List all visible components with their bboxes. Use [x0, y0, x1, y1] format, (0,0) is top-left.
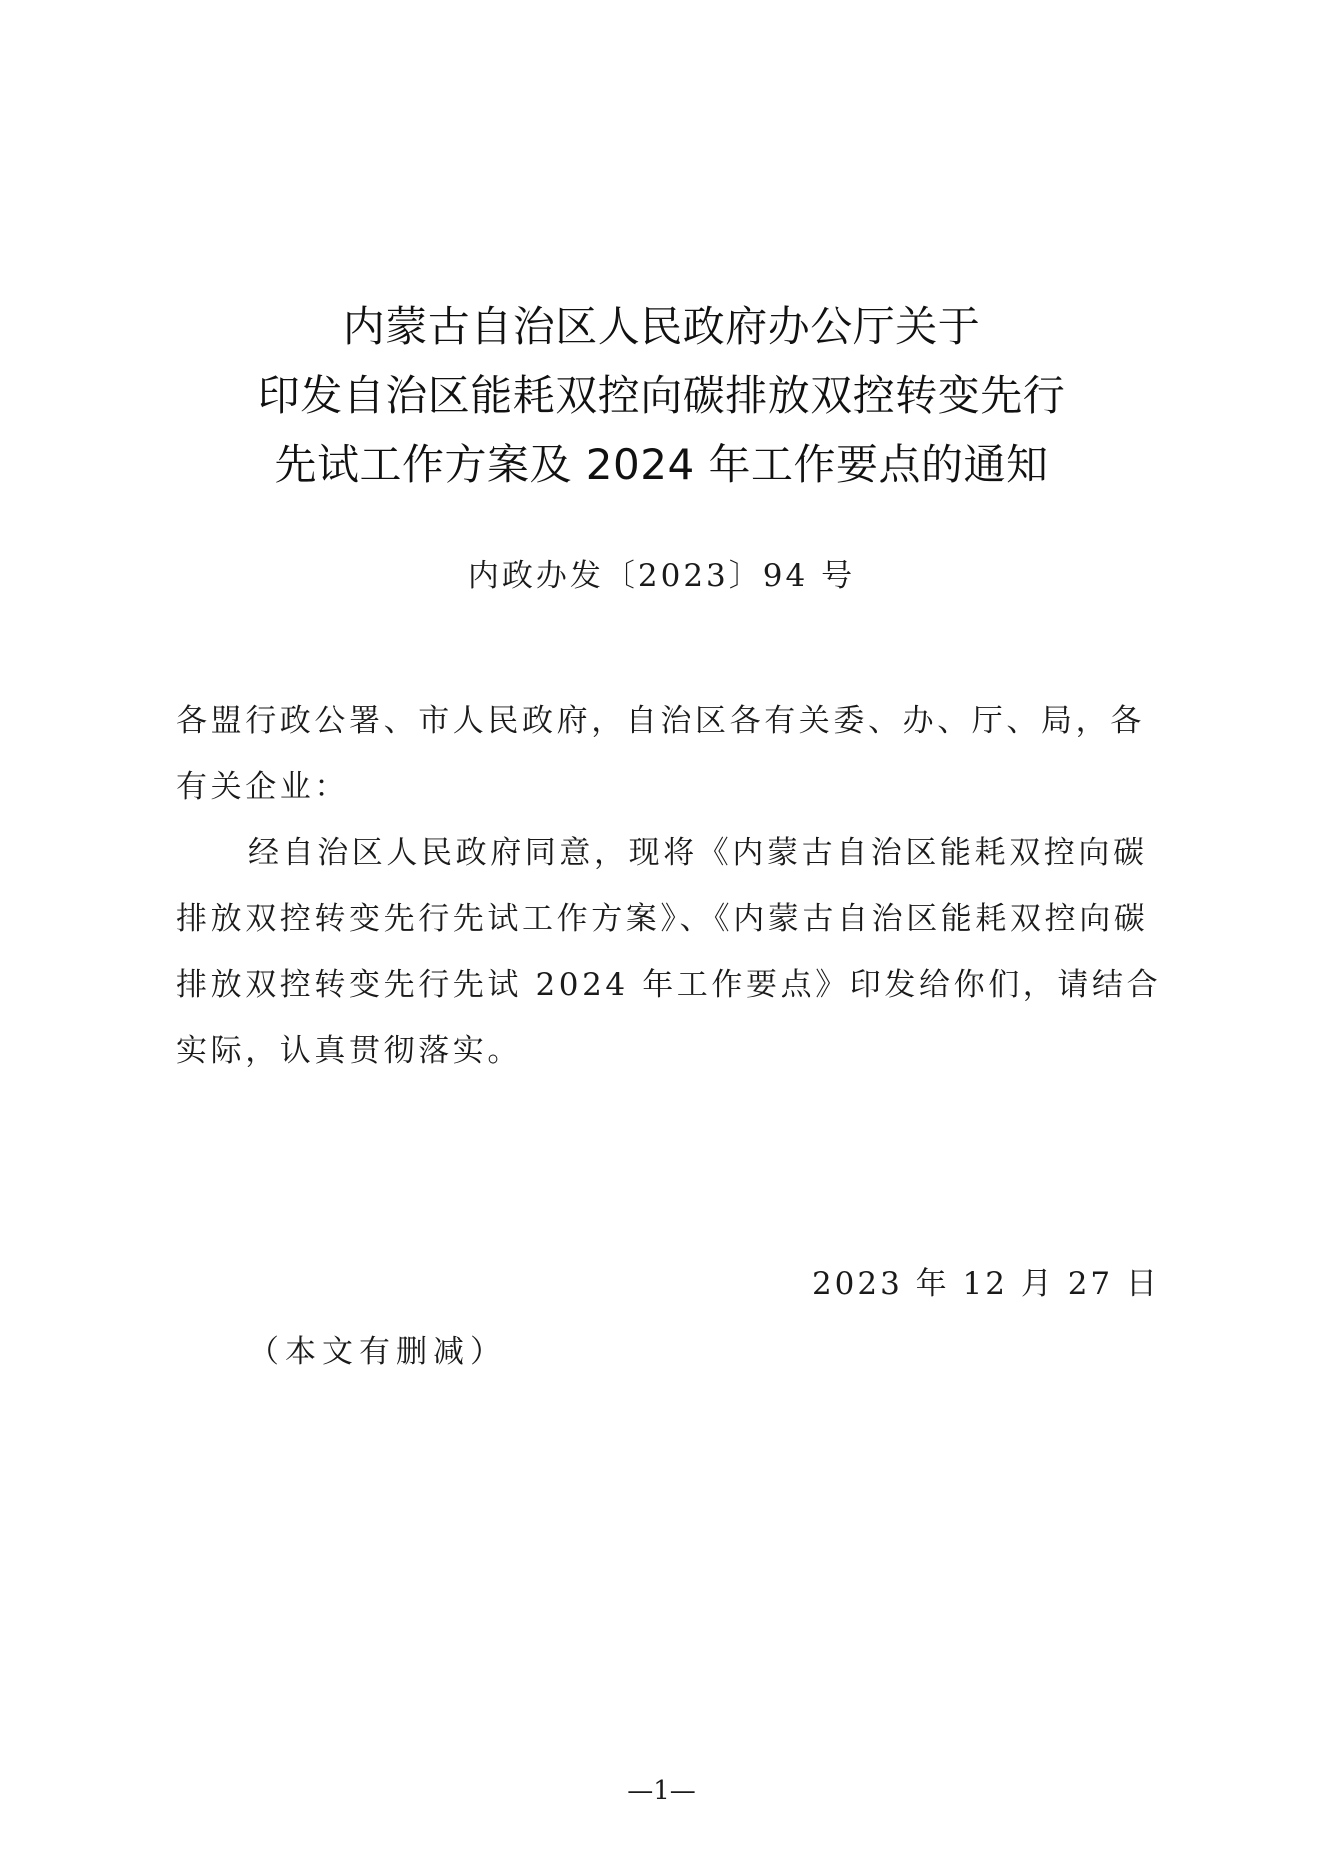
title-line-2: 印发自治区能耗双控向碳排放双控转变先行	[257, 371, 1066, 420]
document-body	[176, 688, 1161, 1084]
body-line-paragraph-3: 排放双控转变先行先试 2024 年工作要点》印发给你们，请结合	[176, 967, 1162, 1003]
page-number: —1—	[627, 1776, 696, 1806]
document-number: 内政办发〔2023〕94 号	[467, 558, 856, 594]
abridged-note: （本文有删减）	[248, 1334, 507, 1370]
title-line-3: 先试工作方案及 2024 年工作要点的通知	[274, 440, 1049, 489]
body-line-recipients: 各盟行政公署、市人民政府，自治区各有关委、办、厅、局，各	[176, 703, 1145, 739]
title-line-1: 内蒙古自治区人民政府办公厅关于	[342, 302, 981, 351]
document-title	[120, 292, 1203, 499]
body-line-paragraph-1: 经自治区人民政府同意，现将《内蒙古自治区能耗双控向碳	[248, 835, 1148, 871]
body-line-paragraph-4: 实际，认真贯彻落实。	[176, 1033, 522, 1069]
body-line-paragraph-2: 排放双控转变先行先试工作方案》、《内蒙古自治区能耗双控向碳	[176, 901, 1149, 937]
body-line-recipients-cont: 有关企业：	[176, 769, 349, 805]
issue-date: 2023 年 12 月 27 日	[811, 1266, 1160, 1302]
